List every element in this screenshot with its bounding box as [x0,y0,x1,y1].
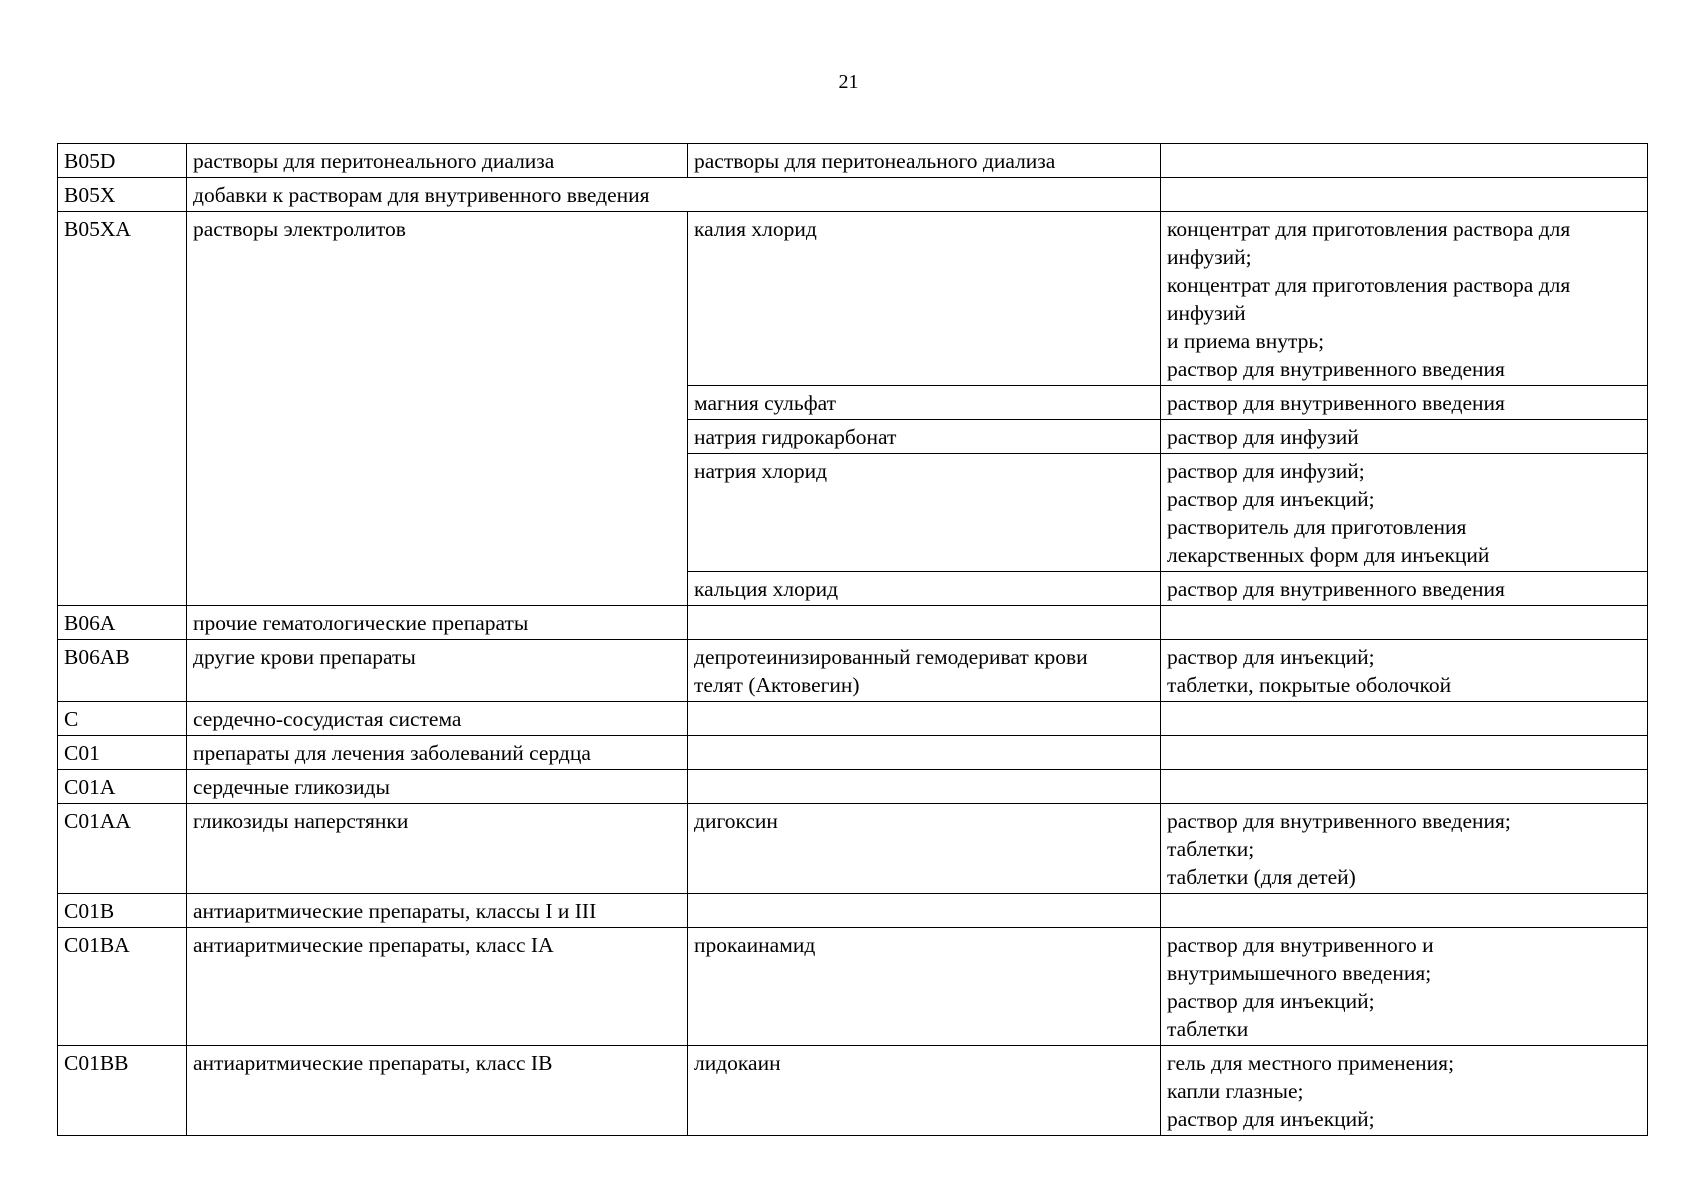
atc-code-cell: C01B [58,894,187,928]
drug-name-cell: лидокаин [688,1046,1161,1136]
group-cell: сердечные гликозиды [187,770,688,804]
dosage-form-cell [1161,894,1648,928]
drug-name-cell: натрия гидрокарбонат [688,420,1161,454]
dosage-form-cell: раствор для внутривенного и внутримышечного введения; раствор для инъекций; таблетки [1161,928,1648,1046]
table-row [58,736,1648,770]
atc-code-cell: C01A [58,770,187,804]
atc-code-cell: B05XA [58,212,187,606]
table-row [58,640,1648,702]
dosage-form-cell: раствор для внутривенного введения [1161,386,1648,420]
group-cell: антиаритмические препараты, класс IB [187,1046,688,1136]
drug-name-cell: натрия хлорид [688,454,1161,572]
dosage-form-cell: раствор для инфузий; раствор для инъекций; растворитель для приготовления лекарственных форм для инъекций [1161,454,1648,572]
table-row [58,770,1648,804]
table-row [58,212,1648,386]
atc-code-cell: B05X [58,178,187,212]
dosage-form-cell: гель для местного применения; капли глазные; раствор для инъекций; [1161,1046,1648,1136]
atc-code-cell: B06A [58,606,187,640]
drug-name-cell: дигоксин [688,804,1161,894]
group-cell: антиаритмические препараты, класс IA [187,928,688,1046]
drug-name-cell [688,606,1161,640]
table-row [58,928,1648,1046]
dosage-form-cell [1161,770,1648,804]
table-row [58,606,1648,640]
dosage-form-cell: концентрат для приготовления раствора для инфузий; концентрат для приготовления раствора для инфузий и приема внутрь; раствор для внутривенного введения [1161,212,1648,386]
drug-name-cell [688,702,1161,736]
drug-name-cell: кальция хлорид [688,572,1161,606]
table-row [58,702,1648,736]
group-cell: другие крови препараты [187,640,688,702]
group-cell: гликозиды наперстянки [187,804,688,894]
drug-name-cell [688,736,1161,770]
drug-table [57,143,1648,1136]
page-number: 21 [838,71,859,93]
atc-code-cell: C01 [58,736,187,770]
dosage-form-cell: раствор для инъекций; таблетки, покрытые оболочкой [1161,640,1648,702]
dosage-form-cell [1161,606,1648,640]
dosage-form-cell [1161,736,1648,770]
table-row [58,144,1648,178]
table-row [58,178,1648,212]
dosage-form-cell: раствор для инфузий [1161,420,1648,454]
drug-name-cell [688,770,1161,804]
dosage-form-cell [1161,702,1648,736]
drug-name-cell: магния сульфат [688,386,1161,420]
group-cell: добавки к растворам для внутривенного введения [187,178,1161,212]
drug-name-cell: прокаинамид [688,928,1161,1046]
dosage-form-cell: раствор для внутривенного введения; таблетки; таблетки (для детей) [1161,804,1648,894]
group-cell: растворы электролитов [187,212,688,606]
drug-name-cell: калия хлорид [688,212,1161,386]
atc-code-cell: C01BB [58,1046,187,1136]
group-cell: препараты для лечения заболеваний сердца [187,736,688,770]
table-row [58,804,1648,894]
dosage-form-cell: раствор для внутривенного введения [1161,572,1648,606]
table-row [58,894,1648,928]
group-cell: прочие гематологические препараты [187,606,688,640]
drug-name-cell [688,894,1161,928]
drug-name-cell: растворы для перитонеального диализа [688,144,1161,178]
atc-code-cell: B06AB [58,640,187,702]
drug-name-cell: депротеинизированный гемодериват крови телят (Актовегин) [688,640,1161,702]
group-cell: растворы для перитонеального диализа [187,144,688,178]
group-cell: сердечно-сосудистая система [187,702,688,736]
table-row [58,1046,1648,1136]
atc-code-cell: B05D [58,144,187,178]
dosage-form-cell [1161,178,1648,212]
atc-code-cell: C [58,702,187,736]
atc-code-cell: C01BA [58,928,187,1046]
atc-code-cell: C01AA [58,804,187,894]
group-cell: антиаритмические препараты, классы I и III [187,894,688,928]
dosage-form-cell [1161,144,1648,178]
